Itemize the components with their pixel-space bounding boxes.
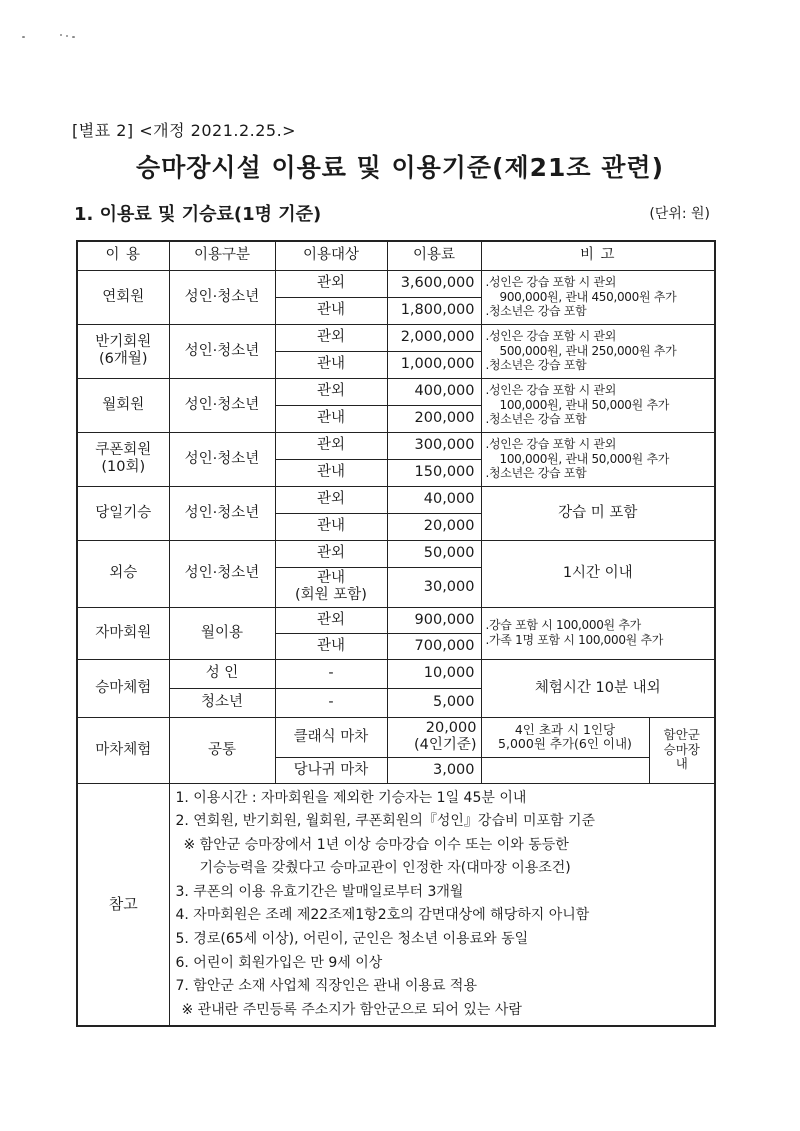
remark-line: .청소년은 강습 포함: [485, 466, 587, 481]
usage-name: 외승: [77, 540, 169, 607]
remark-cell: [481, 717, 649, 757]
usage-target: -: [275, 688, 387, 717]
remark-line: 100,000원, 관내 50,000원 추가: [499, 451, 670, 466]
reference-line: 5. 경로(65세 이상), 어린이, 군인은 청소년 이용료와 동일: [175, 931, 529, 948]
remark-line: 4인 초과 시 1인당: [514, 721, 616, 737]
remark-line: .청소년은 강습 포함: [485, 304, 587, 319]
table-row: [77, 659, 715, 688]
fee-table: [76, 240, 716, 1027]
usage-target: 당나귀 마차: [275, 757, 387, 783]
reference-label: 참고: [77, 783, 169, 1026]
remark-line: 900,000원, 관내 450,000원 추가: [499, 289, 677, 304]
usage-category: 성인·청소년: [169, 486, 275, 540]
reference-row: [77, 783, 715, 1026]
usage-name: [77, 324, 169, 378]
remark-line: .강습 포함 시 100,000원 추가: [485, 618, 641, 633]
usage-fee: 3,000: [387, 757, 481, 783]
usage-category: 청소년: [169, 688, 275, 717]
header-category: 이용구분: [169, 241, 275, 270]
reference-line: 4. 자마회원은 조례 제22조제1항2호의 감면대상에 해당하지 아니함: [175, 907, 590, 924]
remark-cell: 1시간 이내: [481, 540, 715, 607]
scan-speck: [60, 34, 62, 36]
usage-fee: 400,000: [387, 378, 481, 405]
usage-name: 승마체험: [77, 659, 169, 717]
usage-target: 관외: [275, 324, 387, 351]
scan-speck: [22, 36, 25, 38]
usage-category: 성인·청소년: [169, 270, 275, 324]
page-title: 승마장시설 이용료 및 이용기준(제21조 관련): [135, 153, 664, 182]
table-row: [77, 378, 715, 405]
table-row: [77, 432, 715, 459]
reference-line: 6. 어린이 회원가입은 만 9세 이상: [175, 954, 383, 971]
usage-fee: 1,000,000: [387, 351, 481, 378]
usage-target-line: (회원 포함): [295, 587, 367, 603]
location-line: 함안군: [663, 727, 700, 743]
usage-category: 성인·청소년: [169, 432, 275, 486]
remark-cell: [481, 607, 715, 659]
usage-name: [77, 432, 169, 486]
remark-line: 5,000원 추가(6인 이내): [498, 736, 632, 751]
location-line: 내: [675, 756, 688, 772]
usage-category: 월이용: [169, 607, 275, 659]
usage-target: 관외: [275, 378, 387, 405]
usage-fee: [387, 717, 481, 757]
remark-line: .가족 1명 포함 시 100,000원 추가: [485, 633, 664, 647]
usage-fee: 30,000: [387, 567, 481, 607]
usage-category: 성인·청소년: [169, 378, 275, 432]
table-row: [77, 270, 715, 297]
usage-target: 관내: [275, 459, 387, 486]
section-heading: 1. 이용료 및 기승료(1명 기준): [74, 204, 322, 225]
usage-category: 성인·청소년: [169, 324, 275, 378]
amendment-label: [별표 2] <개정 2021.2.25.>: [72, 121, 297, 140]
table-row: [77, 540, 715, 567]
header-remarks: 비 고: [481, 241, 715, 270]
scan-speck: [66, 35, 68, 37]
usage-target: 관내: [275, 405, 387, 432]
usage-name: 월회원: [77, 378, 169, 432]
reference-notes: [169, 783, 715, 1026]
remark-cell: 강습 미 포함: [481, 486, 715, 540]
scan-speck: [72, 36, 75, 38]
reference-line: 7. 함안군 소재 사업체 직장인은 관내 이용료 적용: [175, 978, 477, 995]
reference-line: ※ 함안군 승마장에서 1년 이상 승마강습 이수 또는 이와 동등한: [183, 836, 569, 853]
location-cell: [649, 717, 715, 783]
usage-fee: 150,000: [387, 459, 481, 486]
usage-fee: 20,000: [387, 513, 481, 540]
usage-name: 자마회원: [77, 607, 169, 659]
usage-fee: 3,600,000: [387, 270, 481, 297]
remark-cell: [481, 432, 715, 486]
usage-name-line: 쿠폰회원: [95, 442, 152, 459]
remark-line: .청소년은 강습 포함: [485, 412, 587, 427]
remark-line: .성인은 강습 포함 시 관외: [485, 437, 616, 452]
table-row: [77, 607, 715, 633]
usage-name-line: 반기회원: [95, 334, 152, 351]
usage-fee-line: (4인기준): [413, 737, 477, 753]
usage-category: 성인·청소년: [169, 540, 275, 607]
remark-line: 100,000원, 관내 50,000원 추가: [499, 397, 670, 412]
usage-fee: 2,000,000: [387, 324, 481, 351]
usage-fee: 5,000: [387, 688, 481, 717]
unit-label: (단위: 원): [649, 206, 710, 222]
remark-cell: [481, 324, 715, 378]
usage-target: 관외: [275, 540, 387, 567]
remark-cell: 체험시간 10분 내외: [481, 659, 715, 717]
usage-target: 관외: [275, 432, 387, 459]
usage-fee: 200,000: [387, 405, 481, 432]
usage-fee: 300,000: [387, 432, 481, 459]
usage-name-line: (6개월): [98, 351, 148, 367]
header-usage: 이 용: [77, 241, 169, 270]
table-header-row: [77, 241, 715, 270]
remark-cell: [481, 378, 715, 432]
usage-name-line: (10회): [101, 459, 146, 475]
usage-target: 관내: [275, 633, 387, 659]
table-row: [77, 486, 715, 513]
table-row: [77, 324, 715, 351]
usage-name: 연회원: [77, 270, 169, 324]
remark-line: .성인은 강습 포함 시 관외: [485, 329, 616, 344]
remark-cell: [481, 270, 715, 324]
usage-category: 성 인: [169, 659, 275, 688]
usage-category: 공통: [169, 717, 275, 783]
usage-name: 당일기승: [77, 486, 169, 540]
usage-fee: 10,000: [387, 659, 481, 688]
remark-line: .성인은 강습 포함 시 관외: [485, 383, 616, 398]
usage-fee: 700,000: [387, 633, 481, 659]
usage-fee: 1,800,000: [387, 297, 481, 324]
empty-remark-cell: [481, 757, 649, 783]
usage-target: -: [275, 659, 387, 688]
reference-line: ※ 관내란 주민등록 주소지가 함안군으로 되어 있는 사람: [181, 1001, 522, 1018]
header-target: 이용대상: [275, 241, 387, 270]
remark-line: 500,000원, 관내 250,000원 추가: [499, 343, 677, 358]
header-fee: 이용료: [387, 241, 481, 270]
usage-target: 관내: [275, 513, 387, 540]
reference-line: 기승능력을 갖췄다고 승마교관이 인정한 자(대마장 이용조건): [199, 860, 571, 877]
usage-target: [275, 567, 387, 607]
usage-fee-line: 20,000: [425, 720, 477, 737]
usage-target: 관내: [275, 351, 387, 378]
reference-line: 3. 쿠폰의 이용 유효기간은 발매일로부터 3개월: [175, 883, 464, 900]
table-row: [77, 717, 715, 757]
usage-target: 관내: [275, 297, 387, 324]
reference-line: 1. 이용시간 : 자마회원을 제외한 기승자는 1일 45분 이내: [175, 789, 527, 806]
reference-line: 2. 연회원, 반기회원, 월회원, 쿠폰회원의『성인』강습비 미포함 기준: [175, 813, 596, 830]
remark-line: .성인은 강습 포함 시 관외: [485, 275, 616, 290]
remark-line: .청소년은 강습 포함: [485, 358, 587, 373]
usage-fee: 40,000: [387, 486, 481, 513]
usage-fee: 900,000: [387, 607, 481, 633]
usage-target-line: 관내: [316, 570, 345, 587]
usage-target: 클래식 마차: [275, 717, 387, 757]
location-line: 승마장: [663, 741, 700, 757]
usage-target: 관외: [275, 607, 387, 633]
usage-name: 마차체험: [77, 717, 169, 783]
usage-target: 관외: [275, 270, 387, 297]
usage-fee: 50,000: [387, 540, 481, 567]
usage-target: 관외: [275, 486, 387, 513]
